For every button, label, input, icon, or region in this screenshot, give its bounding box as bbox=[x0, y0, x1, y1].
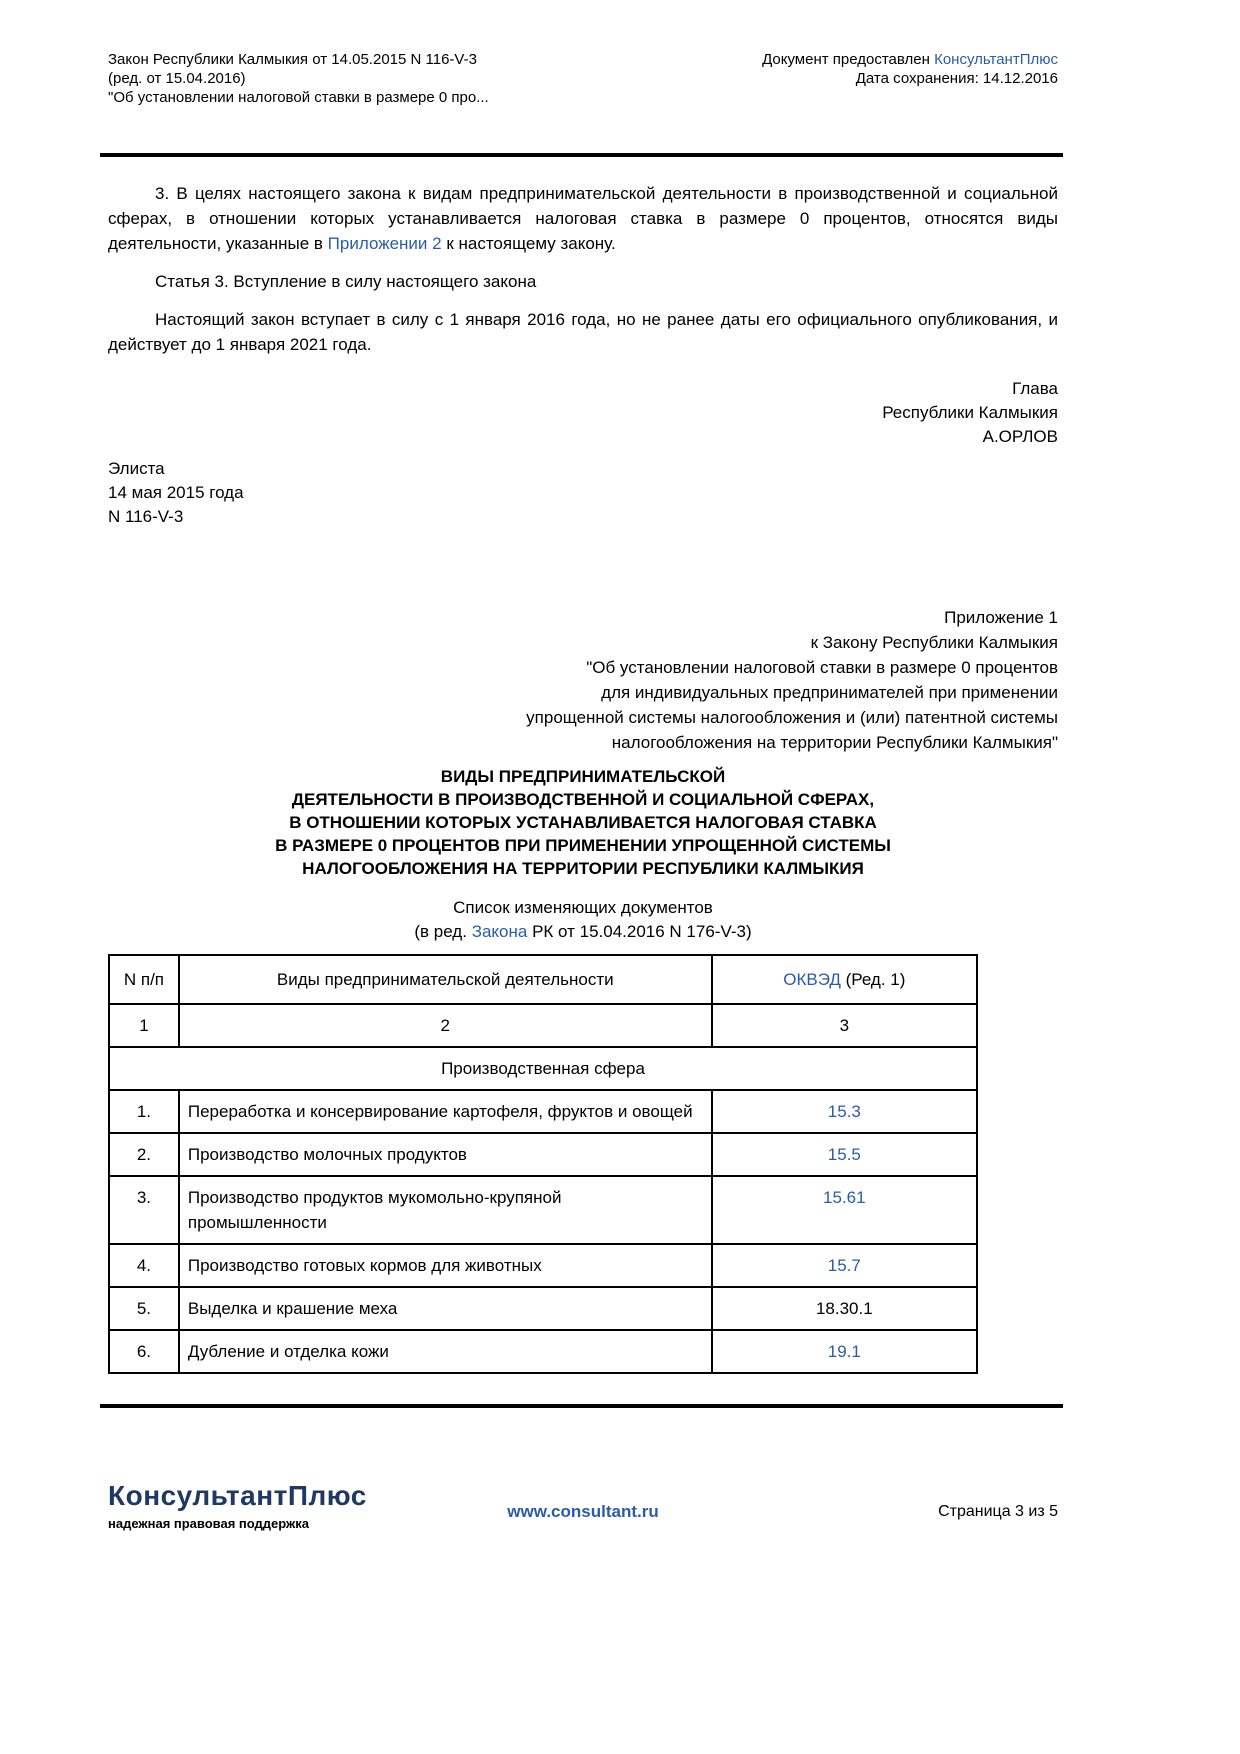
appendix-line-5: упрощенной системы налогообложения и (или) патентной системы bbox=[526, 708, 1058, 727]
top-divider bbox=[100, 153, 1063, 157]
signature-line-3: А.ОРЛОВ bbox=[982, 427, 1058, 446]
appendix-line-2: к Закону Республики Калмыкия bbox=[810, 633, 1058, 652]
table-header-row bbox=[109, 955, 977, 1004]
row-activity: Производство готовых кормов для животных bbox=[179, 1244, 712, 1287]
document-provider-block bbox=[762, 50, 1058, 107]
row-number: 5. bbox=[109, 1287, 179, 1330]
footer-url-wrap bbox=[108, 1502, 1058, 1522]
provided-by-line bbox=[762, 50, 1058, 69]
signature-line-2: Республики Калмыкия bbox=[882, 403, 1058, 422]
table-index-row bbox=[109, 1004, 977, 1047]
changes-note-prefix: (в ред. bbox=[414, 922, 472, 941]
issue-place: Элиста bbox=[108, 459, 165, 478]
row-number: 3. bbox=[109, 1176, 179, 1244]
row-okved-code: 18.30.1 bbox=[712, 1287, 977, 1330]
document-title-line-2: (ред. от 15.04.2016) bbox=[108, 70, 246, 87]
article-3-text: Настоящий закон вступает в силу с 1 января 2016 года, но не ранее даты его официального опубликования, и действует до 1 января 2021 года. bbox=[108, 310, 1058, 354]
index-cell-1: 1 bbox=[109, 1004, 179, 1047]
row-activity: Производство молочных продуктов bbox=[179, 1133, 712, 1176]
row-okved-code[interactable]: 19.1 bbox=[712, 1330, 977, 1373]
issue-block bbox=[108, 457, 1058, 529]
index-cell-2: 2 bbox=[179, 1004, 712, 1047]
main-title-line-5: НАЛОГООБЛОЖЕНИЯ НА ТЕРРИТОРИИ РЕСПУБЛИКИ КАЛМЫКИЯ bbox=[302, 859, 864, 878]
main-title-line-4: В РАЗМЕРЕ 0 ПРОЦЕНТОВ ПРИ ПРИМЕНЕНИИ УПРОЩЕННОЙ СИСТЕМЫ bbox=[275, 836, 891, 855]
article-3-heading: Статья 3. Вступление в силу настоящего закона bbox=[155, 272, 537, 291]
provided-by-text: Документ предоставлен bbox=[762, 51, 935, 68]
appendix-line-1: Приложение 1 bbox=[944, 608, 1058, 627]
changes-note-line-2 bbox=[108, 920, 1058, 944]
table-row bbox=[109, 1330, 977, 1373]
table-row bbox=[109, 1287, 977, 1330]
row-activity: Переработка и консервирование картофеля, фруктов и овощей bbox=[179, 1090, 712, 1133]
section-label: Производственная сфера bbox=[109, 1047, 977, 1090]
appendix-2-link[interactable]: Приложении 2 bbox=[327, 234, 442, 253]
index-cell-3: 3 bbox=[712, 1004, 977, 1047]
table-row bbox=[109, 1244, 977, 1287]
signature-line-1: Глава bbox=[1012, 379, 1058, 398]
consultantplus-logo: КонсультантПлюс bbox=[108, 1480, 367, 1511]
document-title-block bbox=[108, 50, 489, 107]
appendix-reference-block bbox=[108, 605, 1058, 755]
paragraph-3-text: 3. В целях настоящего закона к видам предпринимательской деятельности в производственной и социальной сферах, в отношении которых устанавливается налоговая ставка в размере 0 процентов, относятся виды деятельности, указанные в bbox=[108, 184, 1058, 253]
issue-number: N 116-V-3 bbox=[108, 507, 184, 526]
signature-block bbox=[108, 377, 1058, 449]
activities-table bbox=[108, 954, 978, 1374]
okved-link[interactable]: ОКВЭД bbox=[783, 970, 841, 989]
col-header-activity: Виды предпринимательской деятельности bbox=[179, 955, 712, 1004]
table-row bbox=[109, 1133, 977, 1176]
row-okved-code[interactable]: 15.61 bbox=[712, 1176, 977, 1244]
row-number: 2. bbox=[109, 1133, 179, 1176]
appendix-main-title bbox=[108, 765, 1058, 880]
main-title-line-2: ДЕЯТЕЛЬНОСТИ В ПРОИЗВОДСТВЕННОЙ И СОЦИАЛЬНОЙ СФЕРАХ, bbox=[291, 790, 875, 809]
law-link[interactable]: Закона bbox=[471, 922, 528, 941]
row-activity: Дубление и отделка кожи bbox=[179, 1330, 712, 1373]
main-title-line-3: В ОТНОШЕНИИ КОТОРЫХ УСТАНАВЛИВАЕТСЯ НАЛОГОВАЯ СТАВКА bbox=[289, 813, 877, 832]
appendix-line-4: для индивидуальных предпринимателей при применении bbox=[601, 683, 1058, 702]
appendix-line-3: "Об установлении налоговой ставки в размере 0 процентов bbox=[586, 658, 1058, 677]
issue-date: 14 мая 2015 года bbox=[108, 483, 244, 502]
row-activity: Выделка и крашение меха bbox=[179, 1287, 712, 1330]
page-header bbox=[108, 50, 1058, 107]
consultant-url-link[interactable]: www.consultant.ru bbox=[507, 1502, 659, 1521]
document-title-line-1: Закон Республики Калмыкия от 14.05.2015 N 116-V-3 bbox=[108, 51, 477, 68]
consultantplus-header-link[interactable]: КонсультантПлюс bbox=[934, 51, 1058, 68]
paragraph-3 bbox=[108, 181, 1058, 256]
document-title-line-3: "Об установлении налоговой ставки в размере 0 про... bbox=[108, 89, 489, 106]
row-activity: Производство продуктов мукомольно-крупяной промышленности bbox=[179, 1176, 712, 1244]
col-header-okved bbox=[712, 955, 977, 1004]
paragraph-3-tail: к настоящему закону. bbox=[441, 234, 616, 253]
okved-header-rest: (Ред. 1) bbox=[840, 970, 906, 989]
bottom-divider bbox=[100, 1404, 1063, 1408]
saved-date: Дата сохранения: 14.12.2016 bbox=[855, 70, 1058, 87]
col-header-num: N п/п bbox=[109, 955, 179, 1004]
changes-note-suffix: РК от 15.04.2016 N 176-V-3) bbox=[527, 922, 752, 941]
table-row bbox=[109, 1090, 977, 1133]
changes-note-line-1: Список изменяющих документов bbox=[453, 898, 713, 917]
row-number: 1. bbox=[109, 1090, 179, 1133]
appendix-line-6: налогообложения на территории Республики Калмыкия" bbox=[611, 733, 1058, 752]
consultantplus-tagline: надежная правовая поддержка bbox=[108, 1516, 309, 1531]
changes-note bbox=[108, 896, 1058, 944]
page-number: Страница 3 из 5 bbox=[938, 1503, 1058, 1520]
main-title-line-1: ВИДЫ ПРЕДПРИНИМАТЕЛЬСКОЙ bbox=[440, 767, 726, 786]
row-number: 4. bbox=[109, 1244, 179, 1287]
row-okved-code[interactable]: 15.7 bbox=[712, 1244, 977, 1287]
row-number: 6. bbox=[109, 1330, 179, 1373]
row-okved-code[interactable]: 15.5 bbox=[712, 1133, 977, 1176]
table-row bbox=[109, 1176, 977, 1244]
row-okved-code[interactable]: 15.3 bbox=[712, 1090, 977, 1133]
table-section-row bbox=[109, 1047, 977, 1090]
